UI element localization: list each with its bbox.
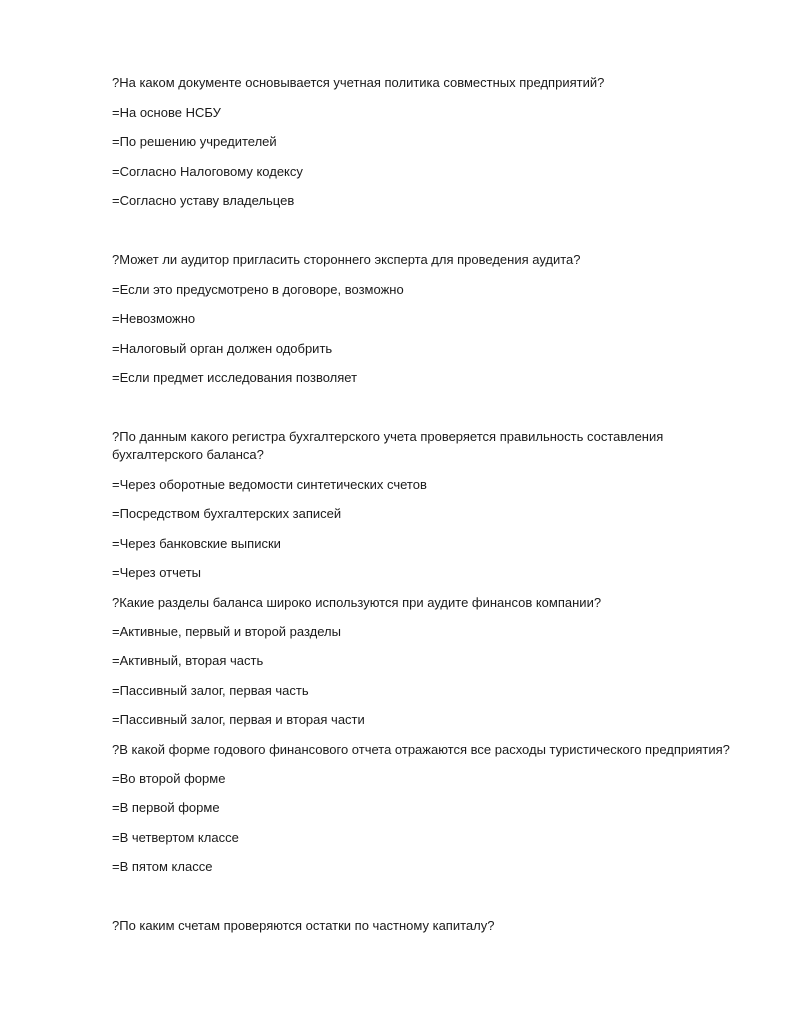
question-text: ?На каком документе основывается учетная политика совместных предприятий? [112,75,605,90]
question-text: ?В какой форме годового финансового отчета отражаются все расходы туристического предприятия? [112,742,730,757]
answer-option: =Если это предусмотрено в договоре, возможно [112,282,404,297]
answer-option: =На основе НСБУ [112,105,221,120]
answer-option: =В пятом классе [112,859,213,874]
answer-option: =В четвертом классе [112,830,239,845]
answer-option: =Активный, вторая часть [112,653,264,668]
answer-option: =Пассивный залог, первая часть [112,683,309,698]
answer-option: =Посредством бухгалтерских записей [112,506,342,521]
question-text-continued: бухгалтерского баланса? [112,447,264,462]
answer-option: =Согласно уставу владельцев [112,193,295,208]
answer-option: =Налоговый орган должен одобрить [112,341,333,356]
answer-option: =Активные, первый и второй разделы [112,624,341,639]
answer-option: =Согласно Налоговому кодексу [112,164,303,179]
answer-option: =Невозможно [112,311,196,326]
answer-option: =Через отчеты [112,565,202,580]
answer-option: =Через оборотные ведомости синтетических счетов [112,477,427,492]
question-text: ?По каким счетам проверяются остатки по частному капиталу? [112,918,495,933]
answer-option: =Через банковские выписки [112,536,281,551]
answer-option: =Если предмет исследования позволяет [112,370,358,385]
answer-option: =Пассивный залог, первая и вторая части [112,712,365,727]
answer-option: =Во второй форме [112,771,226,786]
question-text: ?Какие разделы баланса широко используются при аудите финансов компании? [112,595,602,610]
question-text: ?Может ли аудитор пригласить стороннего эксперта для проведения аудита? [112,252,581,267]
question-text: ?По данным какого регистра бухгалтерского учета проверяется правильность составления [112,429,664,444]
answer-option: =По решению учредителей [112,134,277,149]
answer-option: =В первой форме [112,800,220,815]
